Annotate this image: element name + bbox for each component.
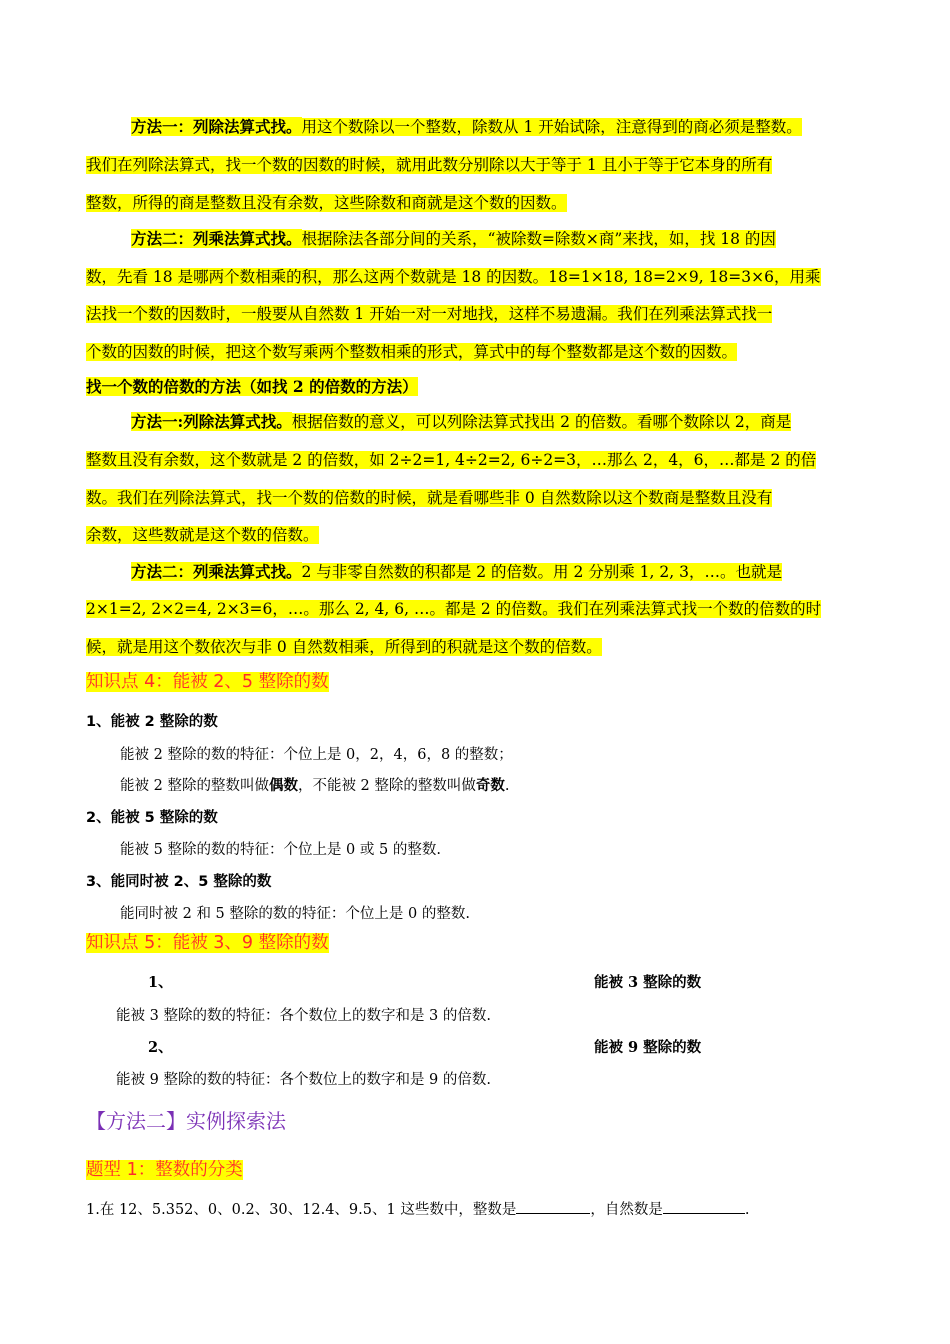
multiple-method2-line3: 候，就是用这个数依次与非 0 自然数相乘，所得到的积就是这个数的倍数。 [86,638,602,656]
answer-blank-naturals[interactable] [663,1197,745,1214]
kp5-heading: 知识点 5：能被 3、9 整除的数 [86,933,329,953]
answer-blank-integers[interactable] [516,1197,590,1214]
even-term: 偶数 [268,777,298,794]
multiple-method2-title: 方法二：列乘法算式找。 [131,562,302,581]
multiple-method1-line4: 余数，这些数就是这个数的倍数。 [86,526,319,544]
multiple-method2-line2: 2×1=2, 2×2=4, 2×3=6，…。那么 2, 4, 6, …。都是 2 的倍数。我们在列乘法算式找一个数的倍数的时 [86,600,822,618]
multiples-heading: 找一个数的倍数的方法（如找 2 的倍数的方法） [86,377,418,396]
multiple-method2-line1: 方法二：列乘法算式找。2 与非零自然数的积都是 2 的倍数。用 2 分别乘 1, 2, 3，…。也就是 [131,562,782,581]
factor-method2-line1: 方法二：列乘法算式找。根据除法各部分间的关系，“被除数=除数×商”来找，如，找 18 的因 [131,229,776,248]
factor-method2-line3: 法找一个数的因数时，一般要从自然数 1 开始一对一对地找，这样不易遗漏。我们在列乘法算式找一 [86,305,773,323]
multiple-method1-line3: 数。我们在列除法算式，找一个数的倍数的时候，就是看哪些非 0 自然数除以这个数商是整数且没有 [86,489,773,507]
factor-method1-line3: 整数，所得的商是整数且没有余数，这些除数和商就是这个数的因数。 [86,194,567,212]
kp5-s1-number: 1、 [148,974,173,991]
factor-method2-line2: 数，先看 18 是哪两个数相乘的积，那么这两个数就是 18 的因数。18=1×18, 18=2×9, 18=3×6，用乘 [86,268,821,286]
factor-method2-title: 方法二：列乘法算式找。 [131,229,302,248]
kp4-s2-line1: 能被 5 整除的数的特征：个位上是 0 或 5 的整数. [120,842,441,858]
question-1: 1.在 12、5.352、0、0.2、30、12.4、9.5、1 这些数中，整数是 ，自然数是 . [86,1197,749,1221]
kp5-s2-number: 2、 [148,1039,173,1056]
type1-heading: 题型 1：整数的分类 [86,1160,243,1180]
kp5-s2-title: 能被 9 整除的数 [594,1039,702,1056]
kp4-s2-title: 2、能被 5 整除的数 [86,810,218,826]
factor-method1-line1: 方法一：列除法算式找。用这个数除以一个整数，除数从 1 开始试除，注意得到的商必须是整数。 [131,117,802,136]
multiple-method1-line2: 整数且没有余数，这个数就是 2 的倍数，如 2÷2=1, 4÷2=2, 6÷2=3，…那么 2，4，6，…都是 2 的倍 [86,451,817,469]
kp5-s1-title: 能被 3 整除的数 [594,974,702,991]
factor-method1-line2: 我们在列除法算式，找一个数的因数的时候，就用此数分别除以大于等于 1 且小于等于它本身的所有 [86,156,773,174]
method2-heading: 【方法二】实例探索法 [86,1109,286,1133]
factor-method2-line4: 个数的因数的时候，把这个数写乘两个整数相乘的形式，算式中的每个整数都是这个数的因数。 [86,343,738,361]
multiple-method1-title: 方法一:列除法算式找。 [131,412,292,431]
kp5-s2-line1: 能被 9 整除的数的特征：各个数位上的数字和是 9 的倍数. [116,1072,491,1088]
kp4-s3-line1: 能同时被 2 和 5 整除的数的特征：个位上是 0 的整数. [120,906,470,922]
kp5-s1-line1: 能被 3 整除的数的特征：各个数位上的数字和是 3 的倍数. [116,1008,491,1024]
kp4-s3-title: 3、能同时被 2、5 整除的数 [86,874,272,890]
factor-method1-title: 方法一：列除法算式找。 [131,117,302,136]
odd-term: 奇数 [475,777,505,794]
kp4-heading: 知识点 4：能被 2、5 整除的数 [86,672,329,692]
kp4-s1-line2: 能被 2 整除的整数叫做偶数，不能被 2 整除的整数叫做奇数. [120,777,510,794]
multiple-method1-line1: 方法一:列除法算式找。根据倍数的意义，可以列除法算式找出 2 的倍数。看哪个数除以 2，商是 [131,412,792,431]
kp4-s1-title: 1、能被 2 整除的数 [86,714,218,730]
kp4-s1-line1: 能被 2 整除的数的特征：个位上是 0，2，4，6，8 的整数； [120,747,513,763]
